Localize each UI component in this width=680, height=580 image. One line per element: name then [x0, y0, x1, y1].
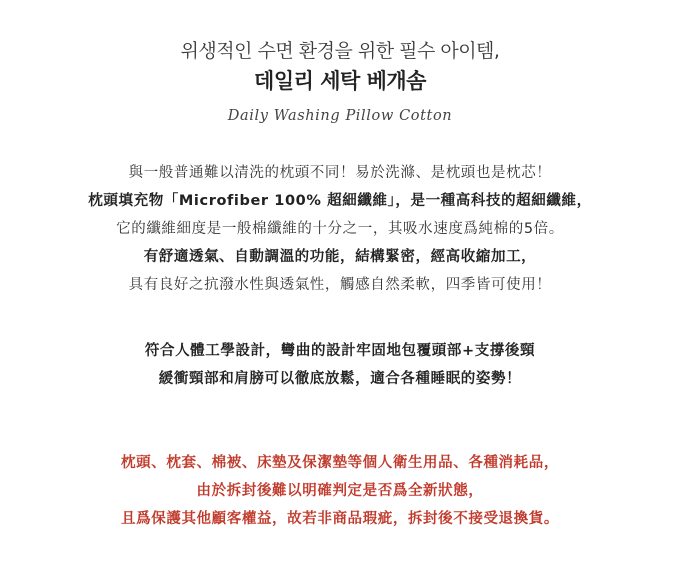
features-line: 與一般普通難以清洗的枕頭不同！易於洗滌、是枕頭也是枕芯！	[128, 165, 552, 181]
page-subtitle: Daily Washing Pillow Cotton	[227, 108, 453, 124]
notice-line: 枕頭、枕套、棉被、床墊及保潔墊等個人衛生用品、各種消耗品，	[121, 455, 559, 471]
page-title: 데일리 세탁 베개솜	[254, 69, 426, 93]
notice-line: 由於拆封後難以明確判定是否爲全新狀態，	[196, 483, 484, 499]
features-paragraph	[0, 159, 680, 299]
ergonomics-line: 符合人體工學設計，彎曲的設計牢固地包覆頭部+支撐後頸	[144, 343, 536, 359]
features-line: 枕頭填充物「Microfiber 100% 超細纖維」，是一種高科技的超細纖維，	[88, 193, 592, 209]
ergonomics-line: 緩衝頸部和肩膀可以徹底放鬆，適合各種睡眠的姿勢！	[158, 371, 522, 387]
return-policy-notice	[0, 449, 680, 533]
notice-line: 且爲保護其他顧客權益，故若非商品瑕疵，拆封後不接受退換貨。	[121, 511, 559, 527]
features-line: 有舒適透氣、自動調溫的功能，結構緊密，經高收縮加工，	[143, 249, 537, 265]
header-kicker: 위생적인 수면 환경을 위한 필수 아이템,	[180, 40, 500, 62]
ergonomics-paragraph	[0, 337, 680, 393]
features-line: 它的纖維細度是一般棉纖維的十分之一，其吸水速度爲純棉的5倍。	[116, 221, 564, 237]
features-line: 具有良好之抗潑水性與透氣性，觸感自然柔軟，四季皆可使用！	[128, 277, 552, 293]
